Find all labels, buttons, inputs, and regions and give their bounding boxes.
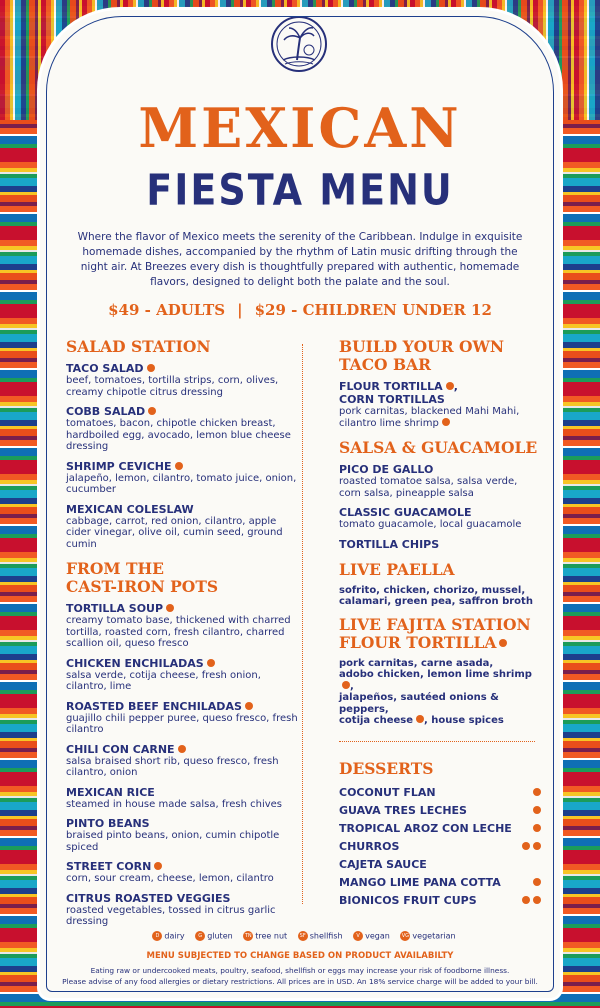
fajita-heading-line2: FLOUR TORTILLA bbox=[339, 632, 497, 652]
item-name: CHILI CON CARNE bbox=[66, 742, 175, 756]
dairy-icon: D bbox=[152, 931, 162, 941]
dotted-divider bbox=[339, 741, 535, 742]
menu-item bbox=[339, 585, 539, 608]
menu-item bbox=[66, 786, 302, 811]
menu-item bbox=[66, 460, 302, 496]
menu-item bbox=[339, 538, 539, 551]
legend-label: shellfish bbox=[309, 931, 343, 941]
gluten-icon: G bbox=[195, 931, 205, 941]
item-name: PINTO BEANS bbox=[66, 817, 150, 830]
cast-iron-heading-line2: CAST-IRON POTS bbox=[66, 577, 219, 596]
dessert-item bbox=[339, 874, 541, 892]
menu-item bbox=[66, 503, 302, 551]
desserts-heading: DESSERTS bbox=[339, 758, 434, 778]
item-name: CLASSIC GUACAMOLE bbox=[339, 506, 472, 519]
item-name: PICO DE GALLO bbox=[339, 463, 434, 476]
dessert-item bbox=[339, 802, 541, 820]
menu-item: pork carnitas, carne asada, adobo chicken, lemon lime shrimp, jalapeños, sautéed onions & peppers, cotija cheese , house spices bbox=[339, 658, 539, 727]
fine-print-line1: Eating raw or undercooked meats, poultry, seafood, shellfish or eggs may increase your risk of foodborne illness. bbox=[90, 966, 510, 975]
price-separator: | bbox=[237, 301, 243, 319]
salad-station-heading: SALAD STATION bbox=[66, 337, 211, 356]
taco-bar-heading-line2: TACO BAR bbox=[339, 355, 431, 374]
paella-heading: LIVE PAELLA bbox=[339, 559, 455, 579]
allergen-dot-icon bbox=[533, 824, 541, 832]
dessert-name: BIONICOS FRUIT CUPS bbox=[339, 894, 477, 907]
dessert-item bbox=[339, 820, 541, 838]
item-name: ROASTED BEEF ENCHILADAS bbox=[66, 699, 242, 713]
dessert-item bbox=[339, 856, 541, 874]
item-name: COBB SALAD bbox=[66, 405, 146, 418]
item-name: CITRUS ROASTED VEGGIES bbox=[66, 891, 231, 905]
item-desc: beef, tomatoes, tortilla strips, corn, olives, creamy chipotle citrus dressing bbox=[66, 375, 279, 398]
shellfish-icon: SF bbox=[299, 933, 306, 939]
item-desc: guajillo chili pepper puree, queso fresco, fresh cilantro bbox=[66, 712, 298, 735]
item-desc: steamed in house made salsa, fresh chives bbox=[66, 798, 283, 810]
cast-iron-heading-line1: FROM THE bbox=[66, 559, 164, 578]
item-name: TORTILLA CHIPS bbox=[339, 537, 440, 551]
item-desc: pork carnitas, carne asada, bbox=[339, 657, 494, 669]
intro-text: Where the flavor of Mexico meets the serenity of the Caribbean. Indulge in exquisite homemade dishes, accompanied by the rhythm of Latin music drifting through the night air. At Breezes every dish is thoughtfully prepared with authentic, homemade flavors, designed to delight both the palate and the soul. bbox=[77, 231, 523, 288]
dessert-name: GUAVA TRES LECHES bbox=[339, 804, 467, 817]
dessert-name: TROPICAL AROZ CON LECHE bbox=[339, 822, 512, 835]
item-desc: salsa verde, cotija cheese, fresh onion, cilantro, lime bbox=[66, 669, 261, 692]
dessert-item bbox=[339, 784, 541, 802]
menu-subtitle: FIESTA MENU bbox=[146, 165, 454, 215]
menu-item bbox=[66, 602, 302, 650]
allergen-dot-icon bbox=[342, 681, 350, 689]
item-desc: adobo chicken, lemon lime shrimp bbox=[339, 669, 532, 680]
menu-item bbox=[66, 405, 302, 453]
cast-iron-heading bbox=[66, 560, 302, 596]
item-desc: roasted tomatoe salsa, salsa verde, corn salsa, pineapple salsa bbox=[339, 476, 518, 499]
menu-item bbox=[339, 463, 539, 499]
allergen-dot-icon bbox=[533, 806, 541, 814]
item-name: TACO SALAD bbox=[66, 362, 144, 375]
left-column bbox=[66, 338, 302, 935]
menu-item bbox=[66, 817, 302, 853]
dessert-list bbox=[339, 784, 539, 910]
item-name: SHRIMP CEVICHE bbox=[66, 459, 172, 473]
taco-bar-heading-line1: BUILD YOUR OWN bbox=[339, 337, 505, 356]
allergen-dot-icon bbox=[522, 896, 530, 904]
palm-tree-logo-icon bbox=[269, 14, 329, 74]
menu-item bbox=[66, 743, 302, 779]
item-desc: creamy tomato base, thickened with charred tortilla, roasted corn, fresh cilantro, charred scallion oil, queso fresco bbox=[66, 615, 291, 649]
allergen-dot-icon bbox=[442, 418, 450, 426]
allergen-dot-icon bbox=[175, 462, 183, 470]
legend-label: tree nut bbox=[255, 931, 288, 941]
allergen-dot-icon bbox=[166, 604, 174, 612]
item-desc: tomato guacamole, local guacamole bbox=[339, 519, 522, 530]
item-desc: corn, sour cream, cheese, lemon, cilantro bbox=[66, 873, 274, 884]
allergen-dot-icon bbox=[533, 896, 541, 904]
item-desc: roasted vegetables, tossed in citrus garlic dressing bbox=[66, 904, 276, 927]
right-column bbox=[339, 338, 539, 910]
allergen-dot-icon bbox=[148, 407, 156, 415]
item-name: MEXICAN COLESLAW bbox=[66, 502, 194, 516]
dessert-name: COCONUT FLAN bbox=[339, 786, 436, 799]
allergen-dot-icon bbox=[533, 788, 541, 796]
item-desc: sofrito, chicken, chorizo, mussel, calamari, green pea, saffron broth bbox=[339, 584, 533, 607]
allergen-dot-icon bbox=[245, 702, 253, 710]
allergen-dot-icon bbox=[446, 382, 454, 390]
fajita-heading bbox=[339, 616, 539, 652]
item-desc: tomatoes, bacon, chipotle chicken breast, hardboiled egg, avocado, lemon blue cheese dressing bbox=[66, 418, 291, 452]
item-name: STREET CORN bbox=[66, 860, 152, 873]
menu-item: FLOUR TORTILLA , CORN TORTILLAS pork carnitas, blackened Mahi Mahi, cilantro lime shrimp bbox=[339, 380, 520, 429]
fine-print-line2: Please advise of any food allergies or dietary restrictions. All prices are in USD. An 18% service charge will be added to your bill. bbox=[62, 977, 538, 986]
allergen-dot-icon bbox=[533, 878, 541, 886]
item-name: CORN TORTILLAS bbox=[339, 393, 445, 406]
vegan-icon: V bbox=[353, 931, 363, 941]
price-adults: $49 - ADULTS bbox=[108, 301, 226, 319]
dessert-name: CAJETA SAUCE bbox=[339, 858, 427, 871]
allergen-dot-icon bbox=[178, 745, 186, 753]
fine-print bbox=[50, 965, 550, 987]
dessert-item bbox=[339, 892, 541, 910]
allergen-dot-icon bbox=[154, 862, 162, 870]
menu-item bbox=[66, 892, 302, 928]
availability-notice: MENU SUBJECTED TO CHANGE BASED ON PRODUCT AVAILABILTY bbox=[146, 951, 454, 961]
allergen-dot-icon bbox=[533, 842, 541, 850]
menu-item bbox=[66, 860, 302, 885]
menu-item bbox=[339, 506, 539, 531]
item-name: MEXICAN RICE bbox=[66, 785, 155, 799]
legend-label: dairy bbox=[164, 931, 185, 941]
taco-bar-heading bbox=[339, 338, 539, 374]
salsa-heading: SALSA & GUACAMOLE bbox=[339, 438, 538, 457]
menu-item bbox=[66, 700, 302, 736]
allergen-dot-icon bbox=[147, 364, 155, 372]
dessert-item bbox=[339, 838, 541, 856]
allergen-dot-icon bbox=[207, 659, 215, 667]
menu-title: MEXICAN bbox=[138, 96, 462, 160]
item-desc: pork carnitas, blackened Mahi Mahi, cilantro lime shrimp bbox=[339, 406, 520, 429]
allergen-dot-icon bbox=[522, 842, 530, 850]
dessert-name: CHURROS bbox=[339, 840, 400, 853]
vegetarian-icon: VG bbox=[401, 933, 410, 939]
item-name: TORTILLA SOUP bbox=[66, 602, 164, 615]
legend-label: gluten bbox=[207, 931, 233, 941]
legend-label: vegan bbox=[365, 931, 390, 941]
item-desc: jalapeños, sautéed onions & peppers, bbox=[339, 692, 499, 715]
item-name: CHICKEN ENCHILADAS bbox=[66, 656, 204, 670]
menu-item bbox=[66, 657, 302, 693]
menu-panel bbox=[40, 10, 560, 998]
dessert-name: MANGO LIME PANA COTTA bbox=[339, 876, 501, 889]
legend-label: vegetarian bbox=[412, 931, 456, 941]
column-divider bbox=[302, 344, 303, 904]
price-children: $29 - CHILDREN UNDER 12 bbox=[254, 301, 492, 319]
allergen-dot-icon bbox=[499, 639, 507, 647]
item-desc: salsa braised short rib, queso fresco, fresh cilantro, onion bbox=[66, 755, 279, 778]
item-desc: braised pinto beans, onion, cumin chipotle spiced bbox=[66, 830, 280, 853]
item-desc: , house spices bbox=[424, 715, 504, 726]
item-name: FLOUR TORTILLA bbox=[339, 380, 443, 393]
menu-item bbox=[66, 362, 302, 398]
allergen-dot-icon bbox=[416, 715, 424, 723]
price-line bbox=[40, 301, 560, 319]
item-desc: jalapeño, lemon, cilantro, tomato juice, onion, cucumber bbox=[66, 472, 297, 495]
fajita-heading-line1: LIVE FAJITA STATION bbox=[339, 614, 531, 634]
tree-nut-icon: TN bbox=[244, 933, 252, 939]
item-desc: cotija cheese bbox=[339, 715, 414, 726]
allergen-legend bbox=[40, 931, 560, 941]
item-desc: cabbage, carrot, red onion, cilantro, apple cider vinegar, olive oil, cumin seed, ground cumin bbox=[66, 515, 283, 550]
